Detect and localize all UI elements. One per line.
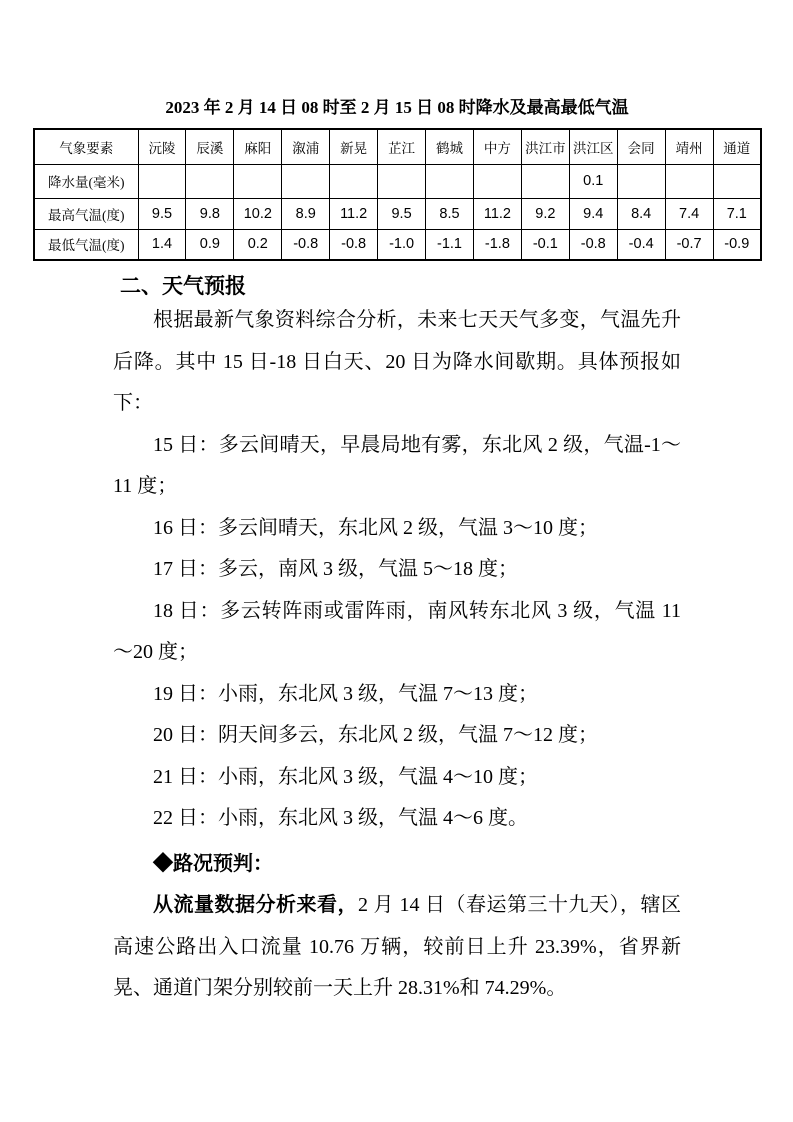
forecast-item: 22 日：小雨，东北风 3 级，气温 4～6 度。 bbox=[153, 807, 528, 829]
table-cell bbox=[521, 164, 569, 198]
table-column-header: 洪江市 bbox=[521, 129, 569, 164]
table-cell bbox=[378, 164, 426, 198]
table-cell: 10.2 bbox=[234, 198, 282, 229]
table-cell bbox=[713, 164, 761, 198]
table-cell: 9.5 bbox=[378, 198, 426, 229]
table-cell: 9.8 bbox=[186, 198, 234, 229]
forecast-item: 21 日：小雨，东北风 3 级，气温 4～10 度； bbox=[153, 765, 538, 788]
table-cell: 8.5 bbox=[426, 198, 474, 229]
table-column-header: 溆浦 bbox=[282, 129, 330, 164]
table-cell bbox=[138, 164, 186, 198]
table-column-header: 洪江区 bbox=[569, 129, 617, 164]
forecast-item: 20 日：阴天间多云，东北风 2 级，气温 7～12 度； bbox=[153, 724, 598, 746]
table-cell bbox=[234, 164, 282, 198]
table-cell: 0.2 bbox=[234, 229, 282, 260]
table-row bbox=[34, 229, 761, 260]
table-cell: -0.9 bbox=[713, 229, 761, 260]
table-column-header: 通道 bbox=[713, 129, 761, 164]
table-row-label: 降水量(毫米) bbox=[34, 164, 138, 198]
table-column-header: 靖州 bbox=[665, 129, 713, 164]
table-cell: 7.4 bbox=[665, 198, 713, 229]
road-condition-lead: 从流量数据分析来看， bbox=[153, 894, 358, 916]
table-cell bbox=[617, 164, 665, 198]
table-row bbox=[34, 198, 761, 229]
table-column-header: 气象要素 bbox=[34, 129, 138, 164]
table-cell: -0.8 bbox=[330, 229, 378, 260]
table-column-header: 新晃 bbox=[330, 129, 378, 164]
table-cell: 8.9 bbox=[282, 198, 330, 229]
table-cell bbox=[282, 164, 330, 198]
section-heading-weather-forecast: 二、天气预报 bbox=[120, 275, 246, 298]
forecast-item: 19 日：小雨，东北风 3 级，气温 7～13 度； bbox=[153, 682, 538, 705]
document-title: 2023 年 2 月 14 日 08 时至 2 月 15 日 08 时降水及最高最低气温 bbox=[165, 98, 629, 117]
table-cell: 0.9 bbox=[186, 229, 234, 260]
table-column-header: 会同 bbox=[617, 129, 665, 164]
table-cell: 9.2 bbox=[521, 198, 569, 229]
table-cell: -0.1 bbox=[521, 229, 569, 260]
table-row bbox=[34, 164, 761, 198]
table-cell: 1.4 bbox=[138, 229, 186, 260]
table-column-header: 中方 bbox=[473, 129, 521, 164]
table-cell bbox=[473, 164, 521, 198]
table-cell: 7.1 bbox=[713, 198, 761, 229]
table-cell: -0.4 bbox=[617, 229, 665, 260]
table-cell bbox=[426, 164, 474, 198]
table-row-label: 最低气温(度) bbox=[34, 229, 138, 260]
table-cell: -1.1 bbox=[426, 229, 474, 260]
table-cell: 9.4 bbox=[569, 198, 617, 229]
table-column-header: 鹤城 bbox=[426, 129, 474, 164]
weather-table bbox=[33, 128, 762, 261]
table-cell bbox=[186, 164, 234, 198]
table-cell bbox=[330, 164, 378, 198]
table-cell: 11.2 bbox=[473, 198, 521, 229]
table-cell: -1.0 bbox=[378, 229, 426, 260]
forecast-item: 17 日：多云，南风 3 级，气温 5～18 度； bbox=[153, 558, 518, 580]
table-column-header: 沅陵 bbox=[138, 129, 186, 164]
table-cell bbox=[665, 164, 713, 198]
table-header-row bbox=[34, 129, 761, 164]
table-cell: 8.4 bbox=[617, 198, 665, 229]
table-column-header: 麻阳 bbox=[234, 129, 282, 164]
table-cell: 11.2 bbox=[330, 198, 378, 229]
table-column-header: 辰溪 bbox=[186, 129, 234, 164]
forecast-intro-paragraph: 根据最新气象资料综合分析，未来七天天气多变，气温先升后降。其中 15 日-18 日白天、20 日为降水间歇期。具体预报如下： bbox=[113, 309, 681, 414]
road-condition-heading: ◆路况预判： bbox=[153, 852, 273, 875]
forecast-item: 15 日：多云间晴天，早晨局地有雾，东北风 2 级，气温-1～11 度； bbox=[113, 433, 681, 497]
forecast-item: 18 日：多云转阵雨或雷阵雨，南风转东北风 3 级，气温 11～20 度； bbox=[113, 599, 681, 663]
table-column-header: 芷江 bbox=[378, 129, 426, 164]
road-condition-body: 2 月 14 日（春运第三十九天），辖区高速公路出入口流量 10.76 万辆，较前日上升 23.39%，省界新晃、通道门架分别较前一天上升 28.31%和 74.29%。 bbox=[113, 894, 681, 999]
table-cell: 9.5 bbox=[138, 198, 186, 229]
table-cell: -1.8 bbox=[473, 229, 521, 260]
table-cell: -0.8 bbox=[569, 229, 617, 260]
table-cell: -0.7 bbox=[665, 229, 713, 260]
forecast-list bbox=[113, 425, 681, 840]
table-cell: -0.8 bbox=[282, 229, 330, 260]
forecast-item: 16 日：多云间晴天，东北风 2 级，气温 3～10 度； bbox=[153, 516, 598, 539]
table-body bbox=[34, 164, 761, 260]
road-condition-paragraph bbox=[113, 885, 681, 1010]
table-row-label: 最高气温(度) bbox=[34, 198, 138, 229]
table-cell: 0.1 bbox=[569, 164, 617, 198]
